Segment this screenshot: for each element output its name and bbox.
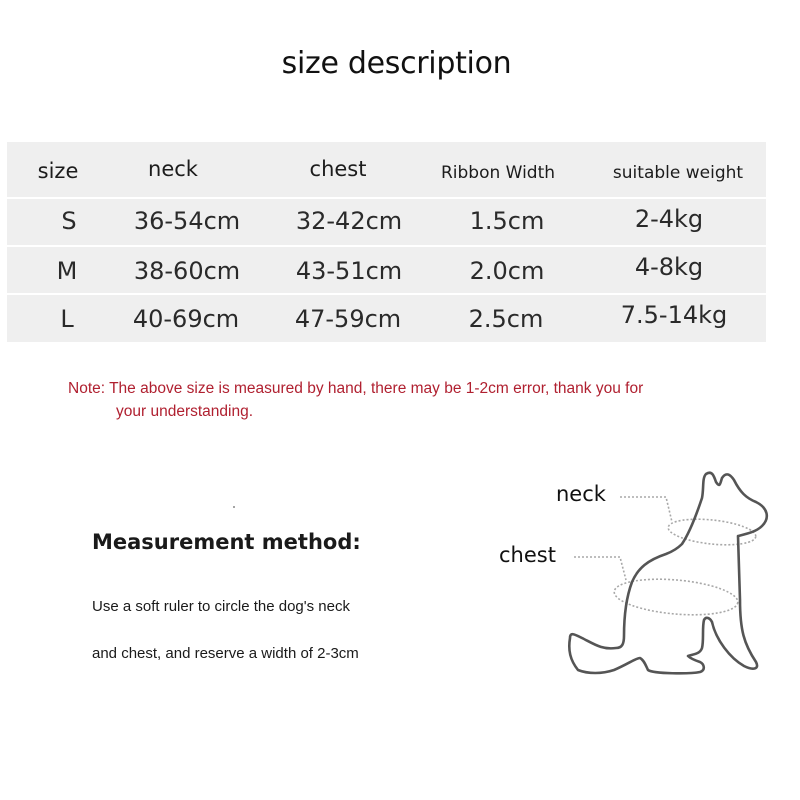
chest-label: chest [499,543,556,567]
measurement-instruction-line-2: and chest, and reserve a width of 2-3cm [92,645,359,662]
note-line-1: Note: The above size is measured by hand, there may be 1-2cm error, thank you for [68,380,644,397]
cell-ribbon-width: 2.5cm [468,305,544,333]
note-line-2: your understanding. [116,403,254,420]
table-header-row [7,142,766,197]
cell-size: M [56,257,78,285]
table-row [7,197,766,245]
cell-ribbon-width: 2.0cm [469,257,545,285]
table-row [7,293,766,342]
measurement-note [68,377,748,423]
neck-label: neck [556,482,606,506]
dog-outline-icon [490,460,790,690]
header-suitable-weight: suitable weight [612,163,744,183]
cell-chest: 47-59cm [294,305,402,333]
cell-neck: 36-54cm [133,207,241,235]
cell-size: S [61,207,77,235]
cell-ribbon-width: 1.5cm [469,207,545,235]
size-table [7,142,766,342]
cell-chest: 32-42cm [295,207,403,235]
page-title: size description [281,46,512,81]
header-neck: neck [148,157,198,181]
cell-weight: 2-4kg [634,205,704,233]
stray-dot [233,506,235,508]
header-chest: chest [309,157,367,181]
cell-neck: 38-60cm [133,257,241,285]
cell-chest: 43-51cm [295,257,403,285]
header-ribbon-width: Ribbon Width [440,163,556,183]
dog-measurement-diagram [490,460,790,690]
cell-weight: 7.5-14kg [620,301,728,329]
cell-neck: 40-69cm [132,305,240,333]
measurement-method-title: Measurement method: [92,530,361,554]
cell-size: L [60,305,74,333]
cell-weight: 4-8kg [634,253,704,281]
table-row [7,245,766,293]
header-size: size [37,159,79,183]
measurement-instruction-line-1: Use a soft ruler to circle the dog's neck [92,598,350,615]
